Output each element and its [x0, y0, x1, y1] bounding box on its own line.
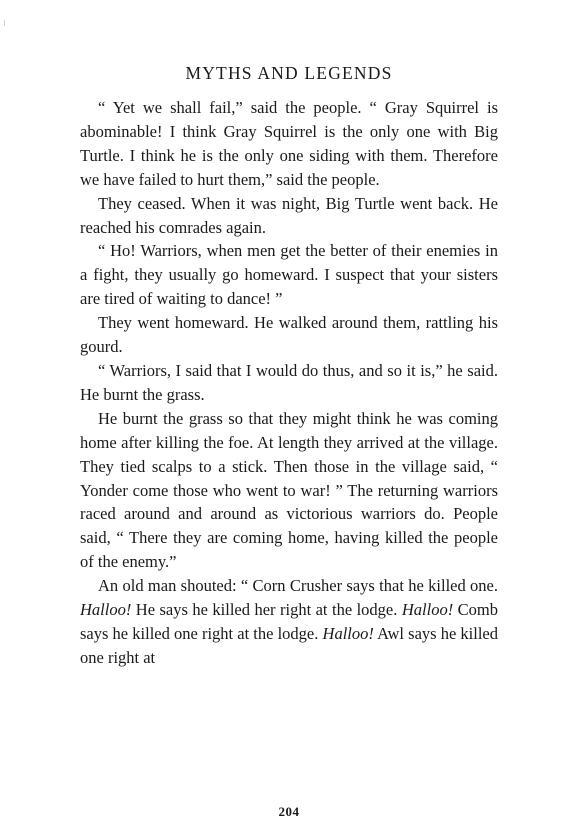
body-paragraph [80, 407, 498, 574]
italic-exclamation: Halloo! [80, 600, 132, 620]
paragraph-text-run: Awl says he killed one right at [80, 623, 498, 667]
body-paragraph [80, 239, 498, 311]
paragraph-text-run: They ceased. When it was night, Big Turtle went back. He reached his comrades again. [80, 193, 498, 237]
paragraph-text-run: “ Yet we shall fail,” said the people. “ Gray Squirrel is abominable! I think Gray Squirrel is the only one with Big Turtle. I think he is the only one siding with them. Therefore we have failed to hurt them,” said the people. [80, 98, 498, 189]
page-number: 204 [278, 804, 300, 819]
paragraph-text-run: An old man shouted: “ Corn Crusher says that he killed one. [98, 576, 498, 596]
paragraph-text-run: He burnt the grass so that they might think he was coming home after killing the foe. At length they arrived at the village. They tied scalps to a stick. Then those in the village said, “ Yonder come those who went to war! ” The returning warriors raced around and around as victorious warriors do. People said, “ There they are coming home, having killed the people of the enemy.” [80, 408, 498, 572]
scan-edge-mark [4, 20, 5, 26]
paragraph-text-run: “ Warriors, I said that I would do thus, and so it is,” he said. He burnt the grass. [80, 360, 498, 404]
body-paragraph [80, 359, 498, 407]
paragraph-text-run: Comb says he killed one right at the lodge. [80, 600, 499, 643]
body-paragraph [80, 96, 498, 192]
page-body-text [80, 96, 498, 670]
body-paragraph [80, 192, 498, 240]
running-head-title: MYTHS AND LEGENDS [185, 63, 393, 83]
paragraph-text-run: They went homeward. He walked around them, rattling his gourd. [80, 313, 498, 357]
italic-exclamation: Halloo! [401, 600, 454, 620]
paragraph-text-run: He says he killed her right at the lodge. [131, 600, 402, 620]
paragraph-text-run: “ Ho! Warriors, when men get the better of their enemies in a fight, they usually go homeward. I suspect that your sisters are tired of waiting to dance! ” [80, 241, 498, 309]
body-paragraph [80, 311, 498, 359]
book-page [80, 62, 499, 819]
italic-exclamation: Halloo! [322, 623, 374, 643]
body-paragraph [80, 574, 498, 670]
